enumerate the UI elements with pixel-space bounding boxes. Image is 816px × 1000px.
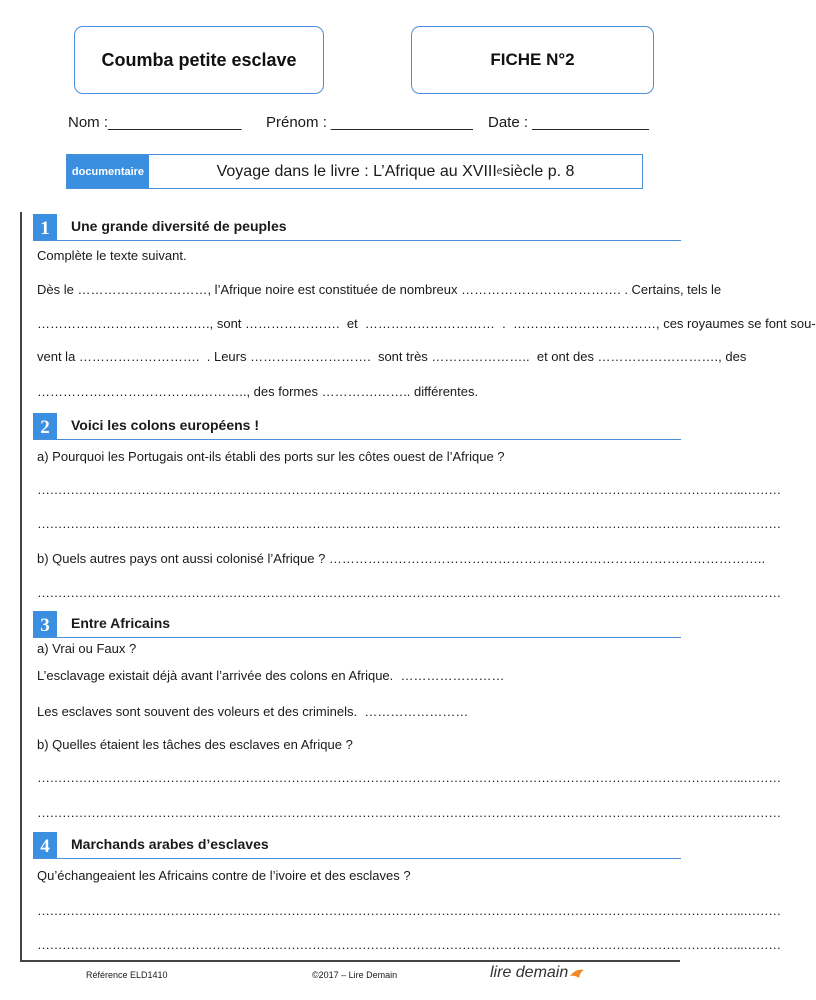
- section-4-header: [33, 832, 681, 859]
- footer-reference: Référence ELD1410: [86, 970, 168, 980]
- section-1-instruction: Complète le texte suivant.: [37, 248, 187, 263]
- answer-line[interactable]: ……………………………………………………………………………………………………………………………………………………..………: [37, 482, 781, 497]
- section-2-header: [33, 413, 681, 440]
- answer-line[interactable]: ……………………………………………………………………………………………………………………………………………………..………: [37, 805, 781, 820]
- section-3-header: [33, 611, 681, 638]
- date-field[interactable]: Date : ______________: [488, 114, 649, 131]
- worksheet-title: Coumba petite esclave: [74, 26, 324, 94]
- answer-line[interactable]: ……………………………………………………………………………………………………………………………………………………..………: [37, 770, 781, 785]
- answer-line[interactable]: ……………………………………………………………………………………………………………………………………………………..………: [37, 516, 781, 531]
- section-3-number: 3: [33, 611, 57, 637]
- document-title: [149, 155, 642, 188]
- section-3-title: Entre Africains: [71, 615, 171, 631]
- section-2-question-a: a) Pourquoi les Portugais ont-ils établi des ports sur les côtes ouest de l’Afrique ?: [37, 449, 505, 464]
- section-2-title: Voici les colons européens !: [71, 417, 260, 433]
- section-2-question-b[interactable]: b) Quels autres pays ont aussi colonisé l’Afrique ? ………………………………………………………………………………………..: [37, 551, 766, 566]
- lire-demain-logo: lire demain: [490, 964, 569, 981]
- true-false-statement[interactable]: Les esclaves sont souvent des voleurs et des criminels. ……………………: [37, 704, 469, 719]
- footer-copyright: ©2017 – Lire Demain: [312, 970, 398, 980]
- bottom-rule: [20, 960, 680, 962]
- nom-field[interactable]: Nom :________________: [68, 114, 242, 131]
- document-title-end: siècle p. 8: [502, 162, 575, 180]
- true-false-statement[interactable]: L’esclavage existait déjà avant l’arrivée des colons en Afrique. ……………………: [37, 668, 505, 683]
- section-4-question: Qu’échangeaient les Africains contre de l’ivoire et des esclaves ?: [37, 868, 411, 883]
- section-1-header: [33, 214, 681, 241]
- fill-text-line[interactable]: …………………………………., sont …………………. et ………………………… . ……………………………, ces royaumes se font sou-: [37, 316, 816, 331]
- section-3-question-b: b) Quelles étaient les tâches des esclaves en Afrique ?: [37, 737, 353, 752]
- section-1-title: Une grande diversité de peuples: [71, 218, 287, 234]
- left-margin-rule: [20, 212, 22, 960]
- prenom-field[interactable]: Prénom : _________________: [266, 114, 473, 131]
- answer-line[interactable]: ……………………………………………………………………………………………………………………………………………………..………: [37, 937, 781, 952]
- document-title-sup: e: [496, 166, 503, 177]
- answer-line[interactable]: ……………………………………………………………………………………………………………………………………………………..………: [37, 585, 781, 600]
- fill-text-line[interactable]: vent la ………………………. . Leurs ………………………. sont très ………………….. et ont des ………………………., des: [37, 349, 747, 364]
- logo-swoosh-icon: [568, 966, 586, 982]
- documentaire-tag: documentaire: [67, 155, 149, 188]
- section-2-number: 2: [33, 413, 57, 439]
- fill-text-line[interactable]: ………………………………..……….., des formes ………….…….. différentes.: [37, 384, 479, 399]
- fiche-number: FICHE N°2: [411, 26, 654, 94]
- fill-text-line[interactable]: Dès le …………………………, l’Afrique noire est constituée de nombreux ………………………………. . Certains, tels le: [37, 282, 722, 297]
- section-3-question-a: a) Vrai ou Faux ?: [37, 641, 137, 656]
- answer-line[interactable]: ……………………………………………………………………………………………………………………………………………………..………: [37, 903, 781, 918]
- section-4-number: 4: [33, 832, 57, 858]
- document-banner: [66, 154, 643, 189]
- section-1-number: 1: [33, 214, 57, 240]
- section-4-title: Marchands arabes d’esclaves: [71, 836, 269, 852]
- document-title-main: Voyage dans le livre : L’Afrique au XVIII: [216, 162, 497, 180]
